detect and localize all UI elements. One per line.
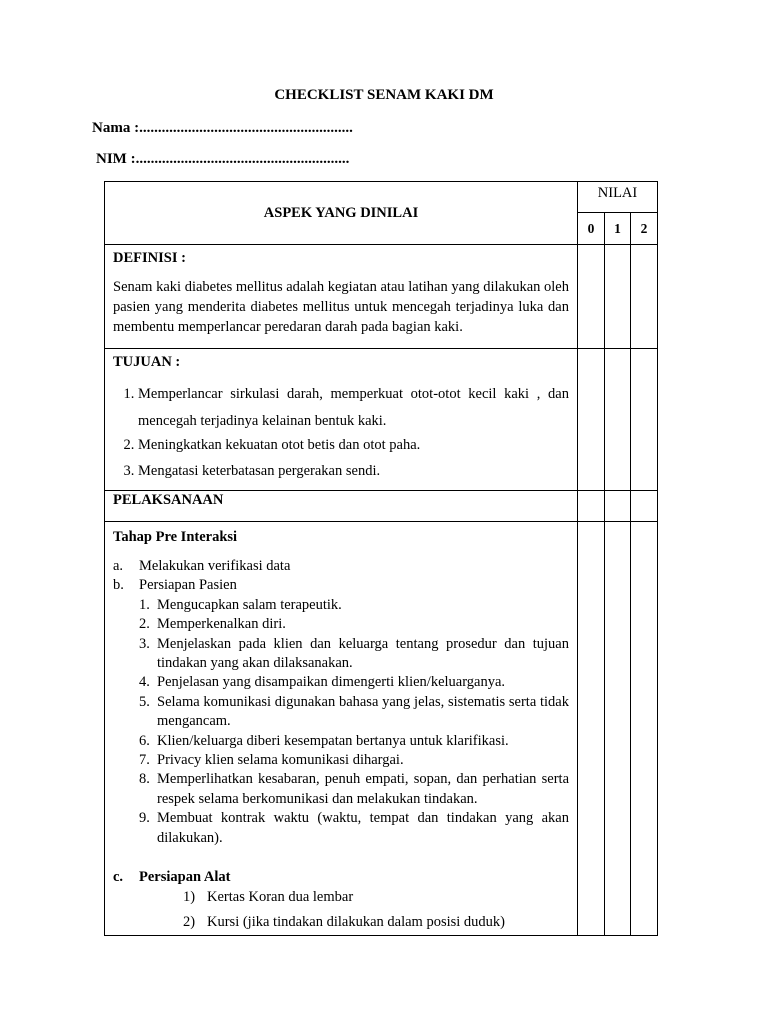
definisi-text: Senam kaki diabetes mellitus adalah kegiatan atau latihan yang dilakukan oleh pasien yang menderita diabetes mellitus untuk mencegah terjadinya luka dan membentu memperlancar peredaran darah pada bagian kaki. — [113, 279, 569, 335]
pelaksanaan-cell — [105, 491, 578, 522]
definisi-heading: DEFINISI : — [113, 250, 186, 266]
pre-interaksi-list — [113, 557, 569, 932]
list-item: 1. Mengucapkan salam terapeutik. — [139, 596, 342, 613]
list-item: 2. Memperkenalkan diri. — [139, 616, 286, 633]
list-item: 3. Menjelaskan pada klien dan keluarga tentang prosedur dan tujuan tindakan yang akan dilaksanakan. — [139, 635, 569, 672]
score-cell[interactable] — [578, 349, 605, 491]
list-item: 9. Membuat kontrak waktu (waktu, tempat dan tindakan yang akan dilakukan). — [139, 810, 569, 846]
list-item: c. Persiapan Alat — [113, 869, 231, 886]
definisi-cell — [105, 245, 578, 349]
list-item: 1. Memperlancar sirkulasi darah, memperkuat otot-otot kecil kaki , dan mencegah terjadinya kelainan bentuk kaki. — [138, 381, 569, 435]
list-item: 2) Kursi (jika tindakan dilakukan dalam posisi duduk) — [183, 913, 506, 930]
persiapan-pasien-list — [113, 596, 569, 848]
score-cell[interactable] — [631, 491, 658, 522]
list-item: b. Persiapan Pasien — [113, 577, 237, 594]
list-item: 8. Memperlihatkan kesabaran, penuh empati, sopan, dan perhatian serta respek selama berkomunikasi dan melakukan tindakan. — [139, 771, 569, 807]
list-item: 5. Selama komunikasi digunakan bahasa yang jelas, sistematis serta tidak mengancam. — [139, 693, 569, 730]
list-item: 4. Penjelasan yang disampaikan dimengerti klien/keluarganya. — [139, 674, 506, 691]
list-item: a. Melakukan verifikasi data — [113, 558, 291, 574]
list-item: 7. Privacy klien selama komunikasi dihargai. — [139, 752, 404, 769]
score-cell[interactable] — [605, 245, 631, 349]
tujuan-cell — [105, 349, 578, 491]
score-cell[interactable] — [605, 491, 631, 522]
score-1-header: 1 — [605, 213, 631, 245]
pre-interaksi-cell — [105, 522, 578, 936]
list-item: 1) Kertas Koran dua lembar — [183, 888, 354, 905]
score-cell[interactable] — [631, 349, 658, 491]
score-cell[interactable] — [578, 245, 605, 349]
list-item: 6. Klien/keluarga diberi kesempatan bertanya untuk klarifikasi. — [139, 732, 509, 749]
header-nilai: NILAI — [578, 182, 658, 213]
tujuan-list — [113, 381, 569, 481]
nama-field: Nama :......................................................... — [92, 120, 353, 136]
page-title: CHECKLIST SENAM KAKI DM — [274, 87, 494, 103]
checklist-table — [104, 181, 658, 936]
score-cell[interactable] — [605, 349, 631, 491]
score-0-header: 0 — [578, 213, 605, 245]
table-row — [105, 349, 658, 491]
table-row — [105, 491, 658, 522]
score-cell[interactable] — [578, 491, 605, 522]
list-item: 3. Mengatasi keterbatasan pergerakan sendi. — [138, 461, 569, 481]
score-cell[interactable] — [631, 522, 658, 936]
pelaksanaan-heading: PELAKSANAAN — [113, 492, 224, 508]
list-item: 2. Meningkatkan kekuatan otot betis dan otot paha. — [138, 435, 569, 455]
table-row — [105, 245, 658, 349]
score-cell[interactable] — [631, 245, 658, 349]
score-cell[interactable] — [578, 522, 605, 936]
pre-interaksi-heading: Tahap Pre Interaksi — [113, 529, 238, 545]
score-2-header: 2 — [631, 213, 658, 245]
tujuan-heading: TUJUAN : — [113, 354, 181, 370]
persiapan-alat-list — [113, 888, 569, 933]
header-aspek: ASPEK YANG DINILAI — [105, 182, 578, 245]
table-row — [105, 522, 658, 936]
score-cell[interactable] — [605, 522, 631, 936]
nim-field: NIM :......................................................... — [96, 151, 350, 167]
